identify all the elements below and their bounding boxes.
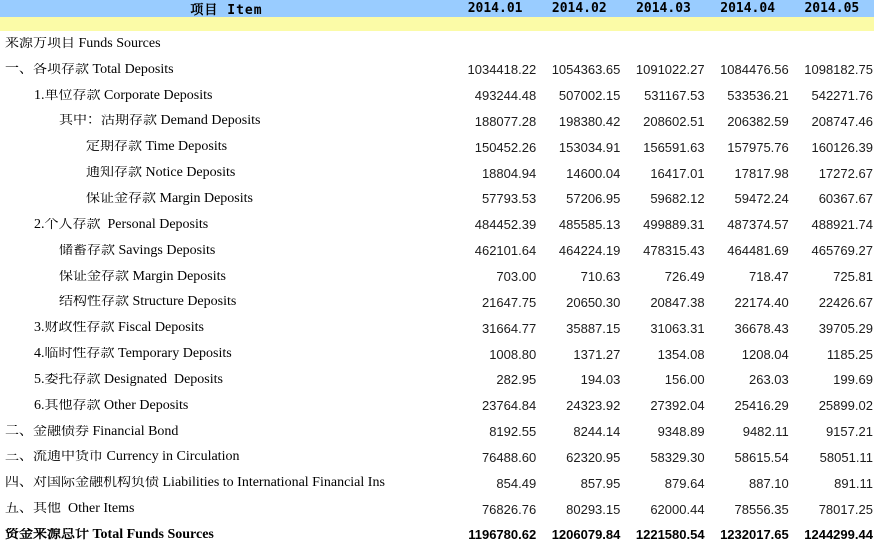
cell-value: 18804.94 <box>481 165 537 181</box>
cell-value: 160126.39 <box>811 139 873 155</box>
cell-value: 493244.48 <box>474 88 537 104</box>
cell-value: 150452.26 <box>474 139 537 155</box>
cell-value: 8244.14 <box>573 424 621 440</box>
cell-value: 156591.63 <box>643 139 705 155</box>
cell-value: 879.64 <box>664 475 705 491</box>
cell-value: 16417.01 <box>650 165 705 181</box>
header-item-column-label: 项目 Item <box>190 3 263 18</box>
cell-value: 263.03 <box>748 372 789 388</box>
cell-value: 23764.84 <box>481 398 537 414</box>
row-label: 结构性存款 Structure Deposits <box>59 295 237 310</box>
cell-value: 58615.54 <box>734 449 789 465</box>
table-row <box>0 289 874 315</box>
cell-value: 485585.13 <box>558 217 621 233</box>
table-row <box>0 160 874 186</box>
row-label: 定期存款 Time Deposits <box>86 140 228 155</box>
cell-value: 542271.76 <box>811 88 873 104</box>
table-row <box>0 238 874 264</box>
row-label: 四、对国际金融机构负债 Liabilities to International Financial Ins <box>5 476 385 491</box>
table-row <box>0 212 874 238</box>
table-row <box>0 134 874 160</box>
table-body <box>0 31 874 548</box>
row-label: 保证金存款 Margin Deposits <box>86 191 253 206</box>
cell-value: 21647.75 <box>481 294 537 310</box>
cell-value: 1054363.65 <box>551 62 621 78</box>
cell-value: 59682.12 <box>650 191 705 207</box>
cell-value: 703.00 <box>496 269 537 285</box>
row-label: 6.其他存款 Other Deposits <box>34 398 189 413</box>
table-row <box>0 315 874 341</box>
cell-value: 478315.43 <box>643 243 705 259</box>
cell-value: 464481.69 <box>727 243 789 259</box>
cell-value: 1008.80 <box>489 346 537 362</box>
cell-value: 62000.44 <box>650 501 705 517</box>
header-date-column: 2014.04 <box>720 1 776 16</box>
header-spacer-row <box>0 17 874 31</box>
cell-value: 891.11 <box>834 475 873 491</box>
cell-value: 80293.15 <box>566 501 621 517</box>
table-row <box>0 186 874 212</box>
table-row <box>0 445 874 471</box>
cell-value: 57206.95 <box>566 191 621 207</box>
cell-value: 1221580.54 <box>635 527 705 543</box>
cell-value: 9482.11 <box>742 424 789 440</box>
cell-value: 1206079.84 <box>551 527 621 543</box>
row-label: 4.临时性存款 Temporary Deposits <box>34 347 232 362</box>
table-row <box>0 341 874 367</box>
cell-value: 20847.38 <box>650 294 705 310</box>
cell-value: 857.95 <box>580 475 621 491</box>
cell-value: 1098182.75 <box>804 62 873 78</box>
cell-value: 17272.67 <box>818 165 873 181</box>
cell-value: 9348.89 <box>657 424 705 440</box>
table-row <box>0 393 874 419</box>
cell-value: 31063.31 <box>650 320 705 336</box>
table-header-row <box>0 0 874 17</box>
cell-value: 59472.24 <box>734 191 789 207</box>
cell-value: 22174.40 <box>734 294 789 310</box>
row-label: 2.个人存款 Personal Deposits <box>34 217 209 232</box>
row-label: 通知存款 Notice Deposits <box>86 166 236 181</box>
cell-value: 39705.29 <box>818 320 873 336</box>
table-row <box>0 109 874 135</box>
cell-value: 464224.19 <box>558 243 621 259</box>
cell-value: 1371.27 <box>573 346 621 362</box>
header-date-column: 2014.02 <box>551 1 607 16</box>
cell-value: 31664.77 <box>481 320 537 336</box>
row-label: 一、各项存款 Total Deposits <box>5 62 174 77</box>
cell-value: 1034418.22 <box>467 62 537 78</box>
row-label: 三、流通中货币 Currency in Circulation <box>5 450 240 465</box>
cell-value: 22426.67 <box>818 294 873 310</box>
cell-value: 78556.35 <box>734 501 789 517</box>
cell-value: 17817.98 <box>734 165 789 181</box>
cell-value: 76826.76 <box>481 501 537 517</box>
row-label: 1.单位存款 Corporate Deposits <box>34 88 213 103</box>
cell-value: 24323.92 <box>566 398 621 414</box>
cell-value: 25416.29 <box>734 398 789 414</box>
cell-value: 854.49 <box>496 475 537 491</box>
table-row <box>0 264 874 290</box>
row-label: 保证金存款 Margin Deposits <box>59 269 226 284</box>
cell-value: 710.63 <box>580 269 621 285</box>
cell-value: 1185.25 <box>826 346 873 362</box>
row-label: 来源方项目 Funds Sources <box>5 36 161 51</box>
cell-value: 208747.46 <box>811 113 873 129</box>
cell-value: 533536.21 <box>727 88 789 104</box>
cell-value: 60367.67 <box>818 191 873 207</box>
row-label: 储蓄存款 Savings Deposits <box>59 243 216 258</box>
cell-value: 35887.15 <box>566 320 621 336</box>
cell-value: 718.47 <box>748 269 789 285</box>
row-label: 其中：活期存款 Demand Deposits <box>59 114 261 129</box>
cell-value: 1084476.56 <box>720 62 789 78</box>
cell-value: 725.81 <box>833 269 873 285</box>
cell-value: 8192.55 <box>489 424 537 440</box>
row-label: 资金来源总计 Total Funds Sources <box>5 527 214 542</box>
table-row <box>0 522 874 548</box>
cell-value: 194.03 <box>580 372 621 388</box>
table-row <box>0 83 874 109</box>
cell-value: 20650.30 <box>566 294 621 310</box>
cell-value: 531167.53 <box>644 88 705 104</box>
row-label: 3.财政性存款 Fiscal Deposits <box>34 321 204 336</box>
header-date-column: 2014.03 <box>636 1 691 16</box>
cell-value: 76488.60 <box>481 449 537 465</box>
cell-value: 157975.76 <box>727 139 789 155</box>
cell-value: 36678.43 <box>734 320 789 336</box>
cell-value: 1244299.44 <box>804 527 873 543</box>
table-row <box>0 57 874 83</box>
table-row <box>0 367 874 393</box>
cell-value: 887.10 <box>748 475 789 491</box>
cell-value: 1208.04 <box>741 346 789 362</box>
cell-value: 487374.57 <box>727 217 789 233</box>
cell-value: 199.69 <box>833 372 873 388</box>
header-date-column: 2014.01 <box>467 1 523 16</box>
table-row <box>0 31 874 57</box>
cell-value: 726.49 <box>664 269 705 285</box>
cell-value: 462101.64 <box>474 243 537 259</box>
row-label: 五、其他 Other Items <box>5 502 135 517</box>
cell-value: 27392.04 <box>650 398 705 414</box>
table-row <box>0 470 874 496</box>
cell-value: 153034.91 <box>558 139 621 155</box>
cell-value: 198380.42 <box>558 113 621 129</box>
table-row <box>0 496 874 522</box>
cell-value: 484452.39 <box>474 217 537 233</box>
cell-value: 499889.31 <box>643 217 705 233</box>
cell-value: 208602.51 <box>643 113 705 129</box>
cell-value: 78017.25 <box>818 501 873 517</box>
cell-value: 188077.28 <box>474 113 537 129</box>
cell-value: 57793.53 <box>481 191 537 207</box>
cell-value: 62320.95 <box>566 449 621 465</box>
cell-value: 465769.27 <box>811 243 873 259</box>
cell-value: 206382.59 <box>727 113 789 129</box>
row-label: 二、金融债券 Financial Bond <box>5 424 179 439</box>
table-row <box>0 419 874 445</box>
row-label: 5.委托存款 Designated Deposits <box>34 372 223 387</box>
cell-value: 25899.02 <box>818 398 873 414</box>
cell-value: 1196780.62 <box>468 527 537 543</box>
cell-value: 1091022.27 <box>635 62 705 78</box>
cell-value: 282.95 <box>496 372 537 388</box>
cell-value: 156.00 <box>664 372 705 388</box>
cell-value: 1354.08 <box>657 346 705 362</box>
cell-value: 9157.21 <box>825 424 873 440</box>
cell-value: 14600.04 <box>566 165 621 181</box>
cell-value: 488921.74 <box>811 217 873 233</box>
cell-value: 507002.15 <box>558 88 621 104</box>
cell-value: 58051.11 <box>819 449 873 465</box>
cell-value: 58329.30 <box>650 449 705 465</box>
cell-value: 1232017.65 <box>720 527 789 543</box>
header-date-column: 2014.05 <box>804 1 860 16</box>
